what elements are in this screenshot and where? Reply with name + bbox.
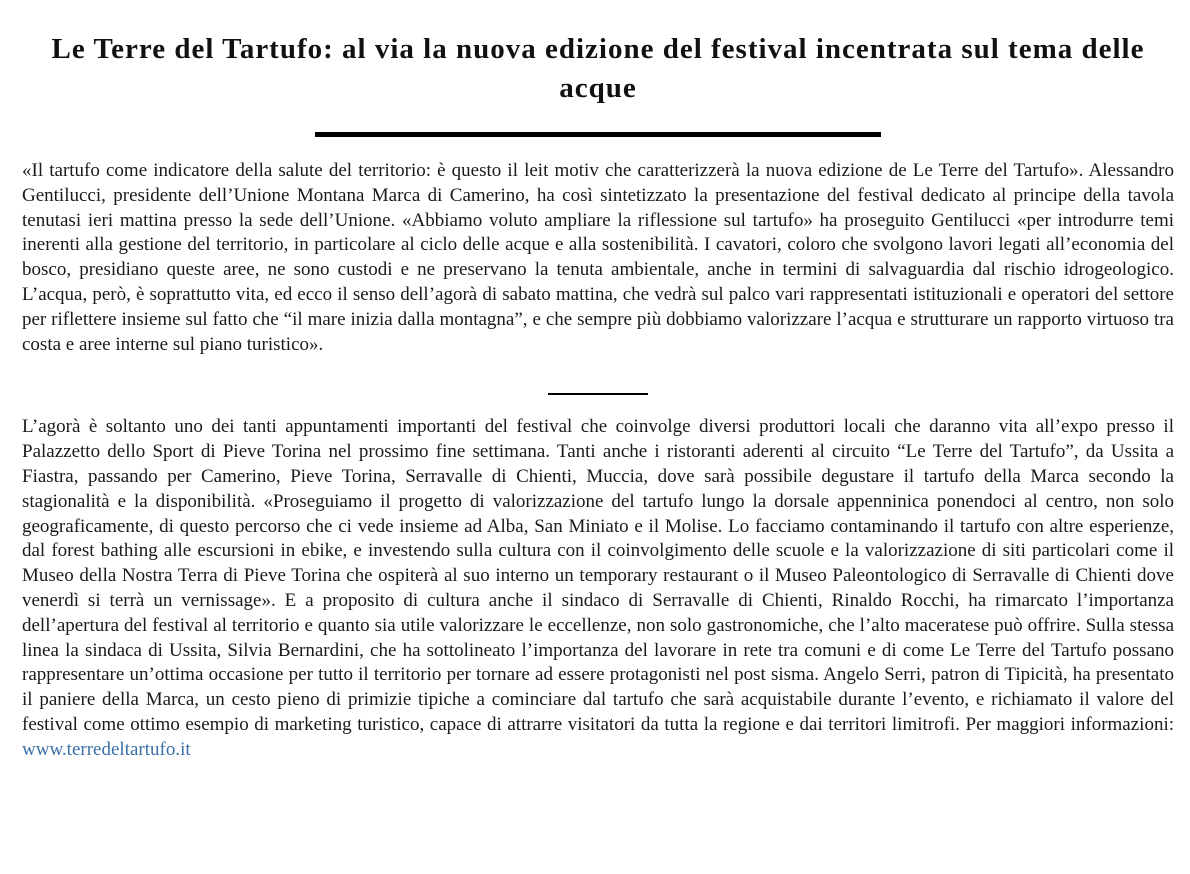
section-divider: [548, 393, 648, 395]
title-underline-rule: [315, 132, 881, 137]
article-paragraph-2: [22, 415, 1174, 762]
article-title: Le Terre del Tartufo: al via la nuova edizione del festival incentrata sul tema delle acque: [51, 33, 1145, 104]
article: [22, 0, 1174, 763]
website-link[interactable]: www.terredeltartufo.it: [22, 738, 191, 760]
article-paragraph-1: «Il tartufo come indicatore della salute del territorio: è questo il leit motiv che caratterizzerà la nuova edizione de Le Terre del Tartufo». Alessandro Gentilucci, presidente dell’Unione Montana Marca di Camerino, ha così sintetizzato la presentazione del festival dedicato al principe della tavola tenutasi ieri mattina presso la sede dell’Unione. «Abbiamo voluto ampliare la riflessione sul tartufo» ha proseguito Gentilucci «per introdurre temi inerenti alla gestione del territorio, in particolare al ciclo delle acque e alla sostenibilità. I cavatori, coloro che svolgono lavori legati all’economia del bosco, presidiano queste aree, ne sono custodi e ne preservano la tenuta ambientale, anche in termini di salvaguardia dal rischio idrogeologico. L’acqua, però, è soprattutto vita, ed ecco il senso dell’agorà di sabato mattina, che vedrà sul palco vari rappresentati istituzionali e operatori del settore per riflettere insieme sul fatto che “il mare inizia dalla montagna”, e che sempre più dobbiamo valorizzare l’acqua e strutturare un rapporto virtuoso tra costa e aree interne sul piano turistico».: [22, 160, 1174, 355]
article-paragraph-2-text: L’agorà è soltanto uno dei tanti appuntamenti importanti del festival che coinvolge diversi produttori locali che daranno vita all’expo presso il Palazzetto dello Sport di Pieve Torina nel prossimo fine settimana. Tanti anche i ristoranti aderenti al circuito “Le Terre del Tartufo”, da Ussita a Fiastra, passando per Camerino, Pieve Torina, Serravalle di Chienti, Muccia, dove sarà possibile degustare il tartufo della Marca secondo la stagionalità e la disponibilità. «Proseguiamo il progetto di valorizzazione del tartufo lungo la dorsale appenninica ponendoci al centro, non solo geograficamente, di questo percorso che ci vede insieme ad Alba, San Miniato e il Molise. Lo facciamo contaminando il tartufo con altre esperienze, dal forest bathing alle escursioni in ebike, e investendo sulla cultura con il coinvolgimento delle scuole e la valorizzazione di siti particolari come il Museo della Nostra Terra di Pieve Torina che ospiterà al suo interno un temporary restaurant o il Museo Paleontologico di Serravalle di Chienti dove venerdì si terrà un vernissage». E a proposito di cultura anche il sindaco di Serravalle di Chienti, Rinaldo Rocchi, ha rimarcato l’importanza dell’apertura del festival al territorio e quanto sia utile valorizzare le eccellenze, non solo gastronomiche, che l’alto maceratese può offrire. Sulla stessa linea la sindaca di Ussita, Silvia Bernardini, che ha sottolineato l’importanza del lavorare in rete tra comuni e di come Le Terre del Tartufo possano rappresentare un’ottima occasione per tutto il territorio per tornare ad essere protagonisti nel post sisma. Angelo Serri, patron di Tipicità, ha presentato il paniere della Marca, un cesto pieno di primizie tipiche a cominciare dal tartufo che sarà acquistabile durante l’evento, e richiamato il valore del festival come ottimo esempio di marketing turistico, capace di attrarre visitatori da tutta la regione e dai territori limitrofi. Per maggiori informazioni:: [22, 416, 1174, 735]
